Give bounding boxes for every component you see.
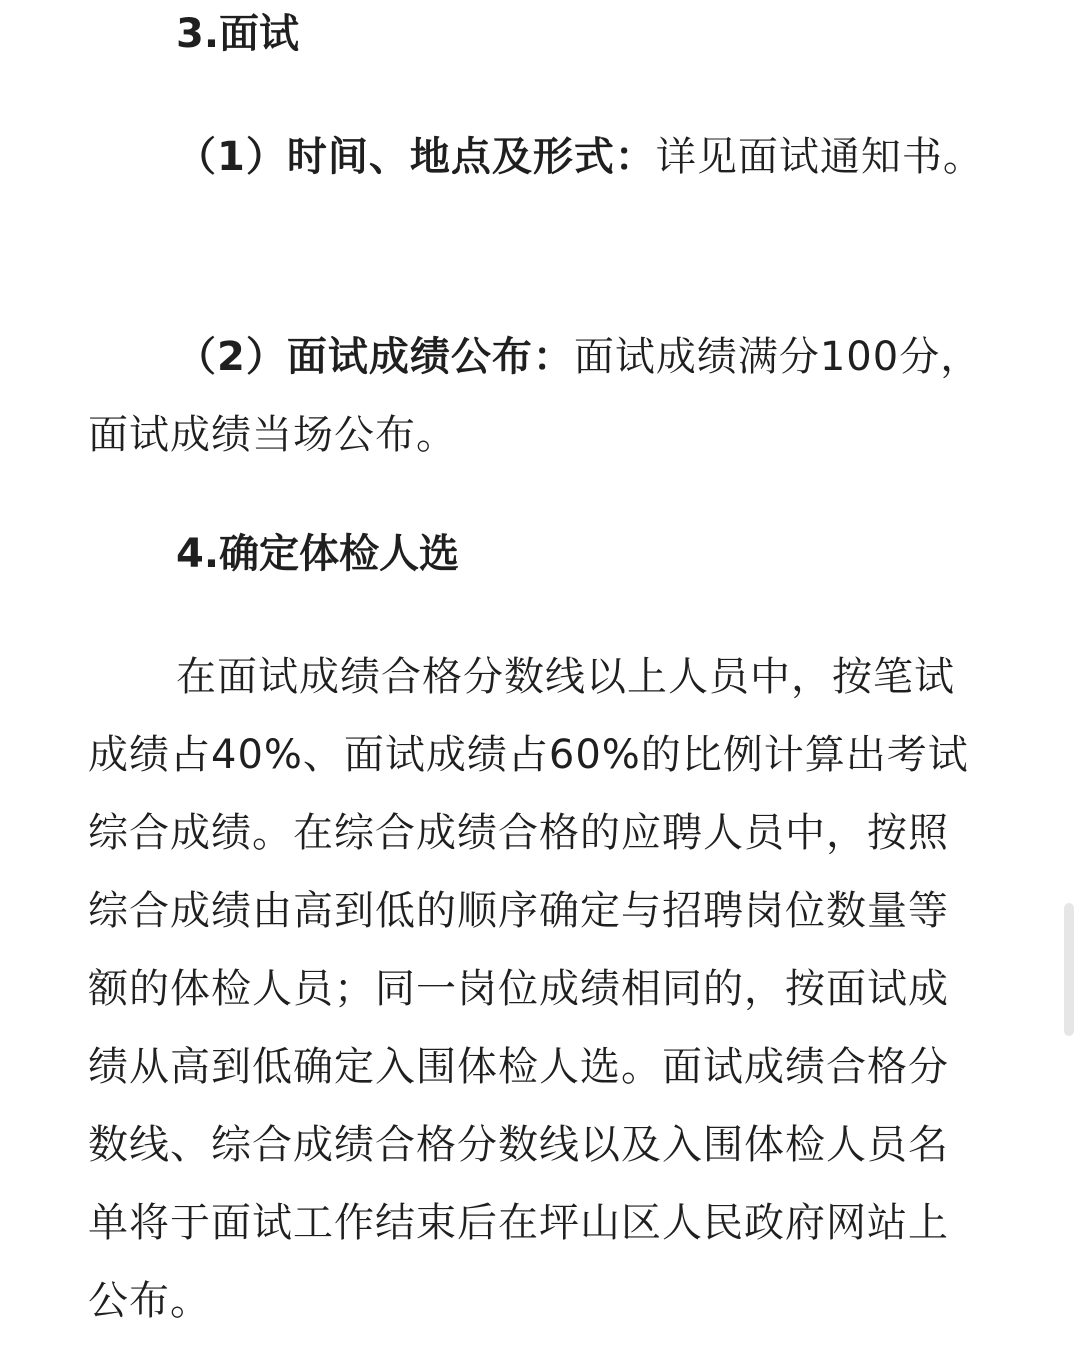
scrollbar-thumb[interactable] [1064, 903, 1074, 1036]
interview-score-paragraph [88, 318, 988, 474]
section-3-heading: 3.面试 [176, 11, 300, 57]
interview-time-location-paragraph [88, 118, 988, 196]
interview-time-label: （1）时间、地点及形式： [176, 134, 656, 180]
interview-time-text: 详见面试通知书。 [655, 134, 984, 180]
physical-exam-selection-paragraph: 在面试成绩合格分数线以上人员中，按笔试成绩占40%、面试成绩占60%的比例计算出考试综合成绩。在综合成绩合格的应聘人员中，按照综合成绩由高到低的顺序确定与招聘岗位数量等额的体检人员；同一岗位成绩相同的，按面试成绩从高到低确定入围体检人选。面试成绩合格分数线、综合成绩合格分数线以及入围体检人员名单将于面试工作结束后在坪山区人民政府网站上公布。 [88, 654, 969, 1324]
interview-score-text: 面试成绩满分100分，面试成绩当场公布。 [88, 334, 982, 458]
interview-score-label: （2）面试成绩公布： [176, 334, 574, 380]
section-4-heading: 4.确定体检人选 [176, 531, 460, 577]
